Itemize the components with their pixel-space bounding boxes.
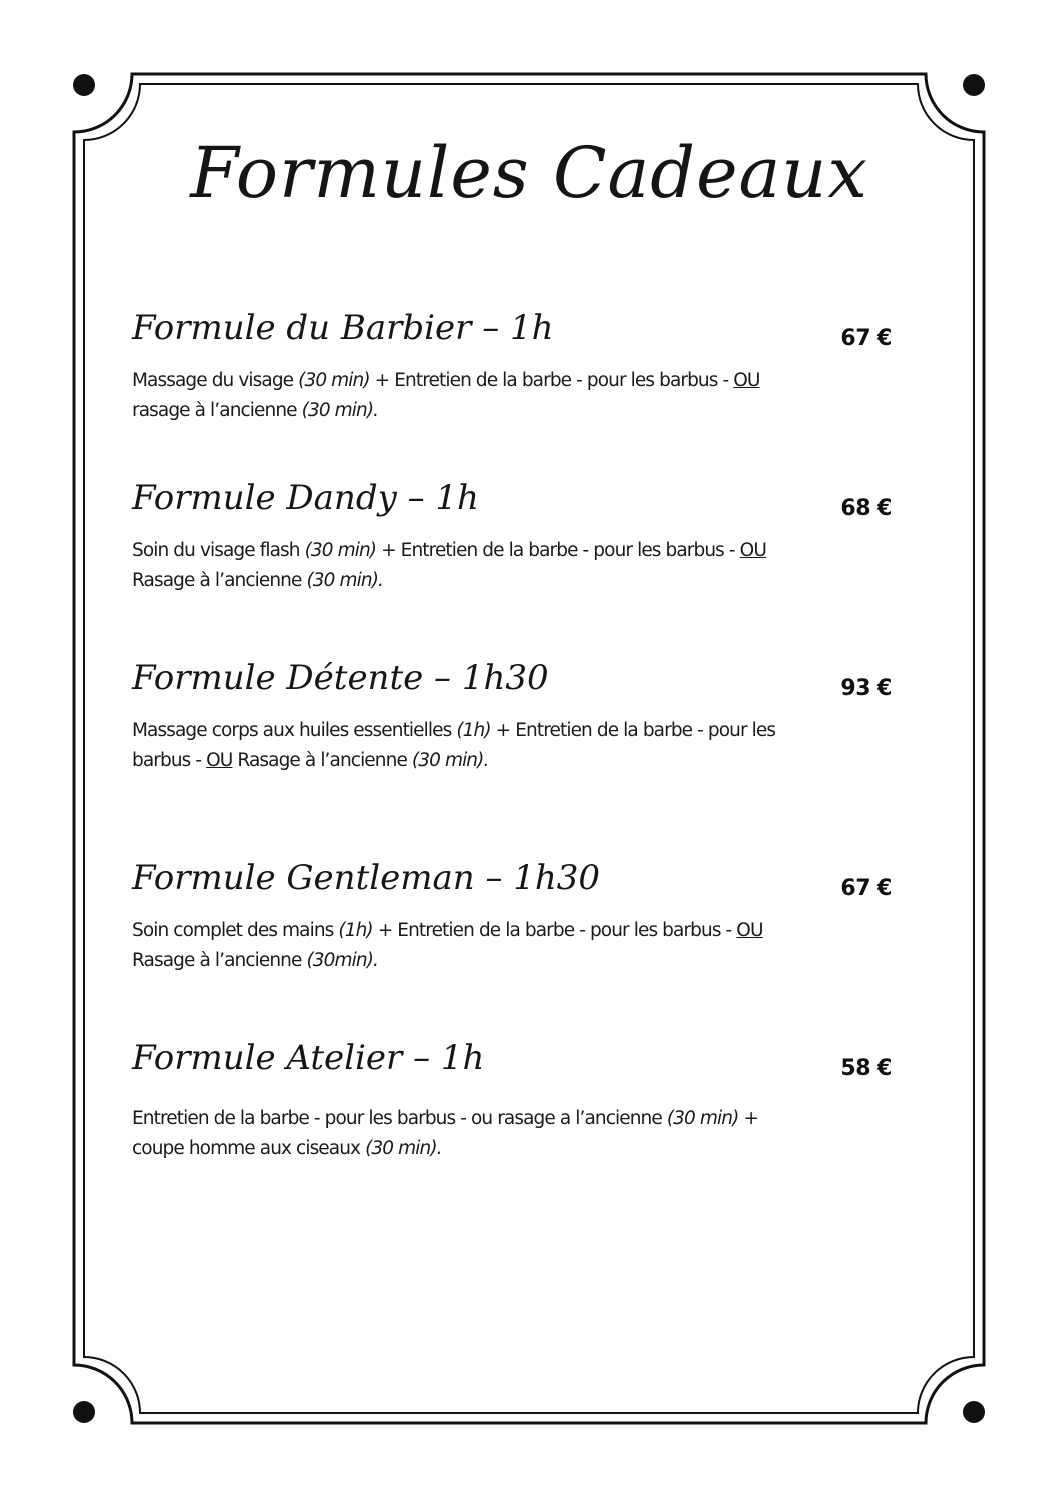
description-run: (30 min): [304, 540, 377, 561]
formula-header: [132, 470, 892, 522]
formula-item: [132, 1030, 892, 1164]
page-title: Formules Cadeaux: [190, 132, 868, 214]
description-run: (1h): [338, 920, 373, 941]
description-run: + Entretien de la barbe - pour les barbus -: [372, 920, 737, 941]
description-run: + coupe homme aux ciseaux: [132, 1108, 758, 1159]
formula-description: [132, 716, 792, 776]
corner-dot-bottom-left: [73, 1401, 95, 1423]
formula-name: Formule Atelier – 1h: [132, 1038, 485, 1078]
formula-price: 58 €: [840, 1056, 892, 1081]
description-run: OU: [736, 920, 763, 941]
description-run: OU: [206, 750, 233, 771]
corner-dot-top-right: [963, 74, 985, 96]
formula-item: [132, 650, 892, 776]
description-run: + Entretien de la barbe - pour les barbus -: [369, 370, 734, 391]
description-run: (30 min).: [301, 400, 379, 421]
description-run: Rasage à l’ancienne: [132, 570, 307, 591]
corner-dot-bottom-right: [963, 1401, 985, 1423]
description-run: Soin complet des mains: [132, 920, 339, 941]
description-run: Massage du visage: [132, 370, 299, 391]
formula-name: Formule Détente – 1h30: [132, 658, 549, 698]
description-run: rasage à l’ancienne: [132, 400, 302, 421]
description-run: Entretien de la barbe - pour les barbus - ou rasage a l’ancienne: [132, 1108, 667, 1129]
formula-item: [132, 850, 892, 976]
description-run: Massage corps aux huiles essentielles: [132, 720, 457, 741]
formula-header: [132, 850, 892, 902]
formula-description: [132, 916, 792, 976]
formula-item: [132, 300, 892, 426]
formula-description: [132, 536, 792, 596]
formula-header: [132, 300, 892, 352]
description-run: Rasage à l’ancienne: [132, 950, 307, 971]
formula-item: [132, 470, 892, 596]
formula-description: [132, 1104, 792, 1164]
description-run: (30 min).: [365, 1138, 442, 1159]
description-run: (30 min).: [306, 570, 384, 591]
description-run: + Entretien de la barbe - pour les barbus -: [132, 720, 776, 771]
description-run: (1h): [456, 720, 491, 741]
formula-price: 67 €: [840, 326, 892, 351]
description-run: + Entretien de la barbe - pour les barbus -: [376, 540, 740, 561]
description-run: OU: [739, 540, 766, 561]
description-run: Rasage à l’ancienne: [232, 750, 412, 771]
formula-header: [132, 650, 892, 702]
formula-price: 67 €: [840, 876, 892, 901]
corner-dot-top-left: [73, 74, 95, 96]
formula-price: 68 €: [840, 496, 892, 521]
formula-price: 93 €: [840, 676, 892, 701]
description-run: (30min).: [306, 950, 379, 971]
description-run: (30 min): [666, 1108, 739, 1129]
description-run: (30 min).: [411, 750, 489, 771]
description-run: (30 min): [298, 370, 370, 391]
formula-name: Formule Gentleman – 1h30: [132, 858, 601, 898]
formula-description: [132, 366, 792, 426]
description-run: Soin du visage flash: [132, 540, 305, 561]
formula-header: [132, 1030, 892, 1082]
formula-name: Formule Dandy – 1h: [132, 478, 479, 518]
formula-name: Formule du Barbier – 1h: [132, 308, 554, 348]
description-run: OU: [733, 370, 760, 391]
